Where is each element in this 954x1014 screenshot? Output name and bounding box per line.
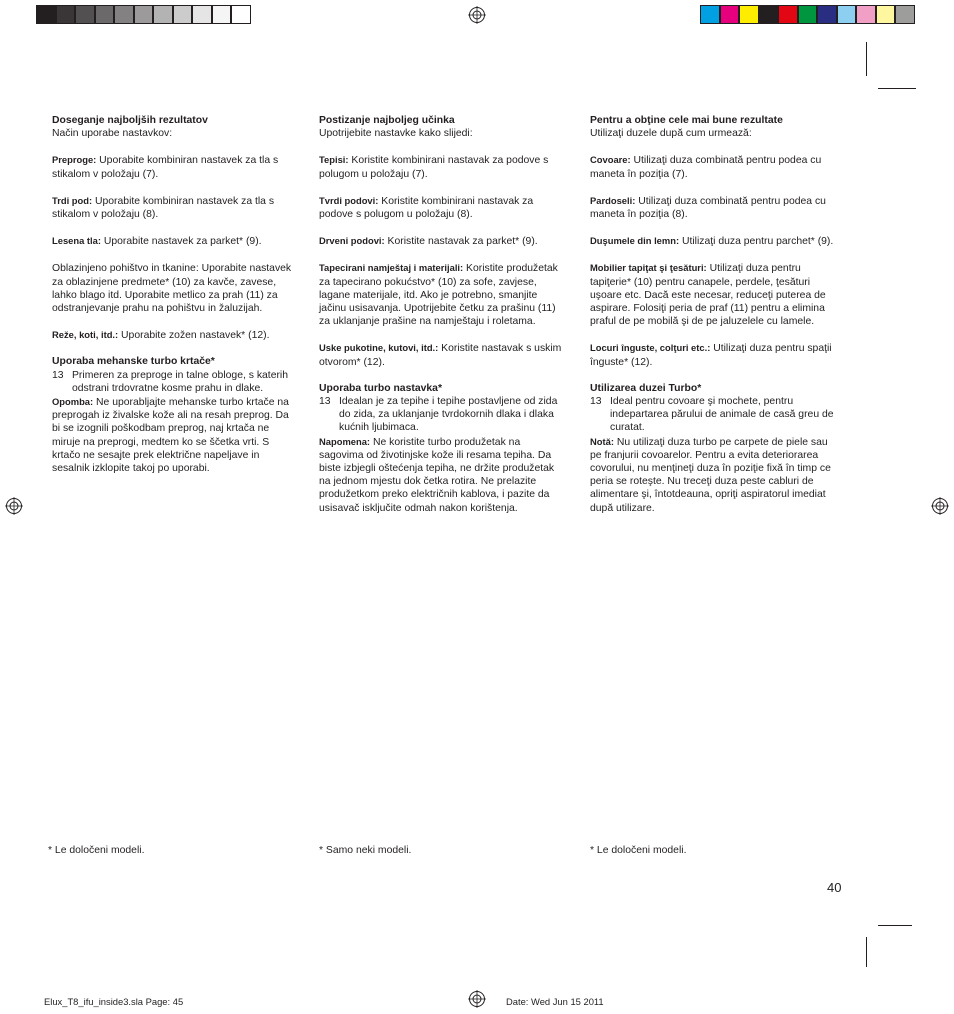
footnote: * Samo neki modeli. [319, 845, 412, 856]
turbo-heading: Utilizarea duzei Turbo* [590, 382, 702, 394]
color-swatch [36, 5, 56, 24]
usage-item: Trdi pod: Uporabite kombiniran nastavek za tla s stikalom v položaju (8). [52, 194, 275, 221]
color-swatch [798, 5, 818, 24]
usage-item: Reže, koti, itd.: Uporabite zožen nastavek* (12). [52, 329, 270, 342]
color-swatch [817, 5, 837, 24]
crop-mark [866, 937, 867, 967]
color-swatch [153, 5, 173, 24]
crop-mark [878, 88, 916, 89]
section-heading: Doseganje najboljših rezultatov [52, 115, 208, 126]
usage-item: Mobilier tapiţat şi ţesături: Utilizaţi duza pentru tapiţerie* (10) pentru canapele, perdele, ţesături uşoare etc. Dacă este necesar, reduceţi puterea de aspirare. Folosiţi peria de praf (11) pentru a elimina praful de pe mobilă şi de pe jaluzelele cu lamele. [590, 262, 826, 328]
section-heading: Postizanje najboljeg učinka [319, 115, 455, 126]
turbo-heading: Uporaba mehanske turbo krtače* [52, 356, 215, 368]
registration-mark-icon [468, 990, 486, 1008]
color-swatch [876, 5, 896, 24]
color-swatch [700, 5, 720, 24]
usage-item: Tvrdi podovi: Koristite kombinirani nastavak za podove s polugom u položaju (8). [319, 194, 534, 221]
usage-item: Covoare: Utilizaţi duza combinată pentru podea cu maneta în poziţia (7). [590, 154, 822, 180]
color-swatch [231, 5, 251, 24]
crop-mark [866, 42, 867, 76]
registration-mark-icon [5, 497, 23, 515]
usage-item: Uske pukotine, kutovi, itd.: Koristite nastavak s uskim otvorom* (12). [319, 342, 562, 368]
color-swatch [114, 5, 134, 24]
grayscale-color-bar [36, 5, 251, 25]
footnote: * Le določeni modeli. [590, 845, 687, 856]
slug-date: Date: Wed Jun 15 2011 [506, 996, 604, 1007]
usage-item: Locuri înguste, colţuri etc.: Utilizaţi duza pentru spaţii înguste* (12). [590, 342, 832, 368]
usage-item: Drveni podovi: Koristite nastavak za parket* (9). [319, 235, 538, 248]
color-swatch [778, 5, 798, 24]
section-intro: Način uporabe nastavkov: [52, 128, 173, 140]
note: Napomena: Ne koristite turbo produžetak na sagovima od životinjske kože ili resama tepiha. Da biste izbjegli oštećenja tepiha, ne držite produžetak na jednom mjestu dok četka rotira. Ne prelazite produžetkom preko električnih kablova, i pazite da usisavač isključite odmah nakon korištenja. [319, 435, 555, 514]
cmyk-color-bar [700, 5, 915, 25]
color-swatch [856, 5, 876, 24]
section-heading: Pentru a obţine cele mai bune rezultate [590, 115, 783, 126]
color-swatch [75, 5, 95, 24]
section-intro: Utilizaţi duzele după cum urmează: [590, 128, 752, 140]
color-swatch [56, 5, 76, 24]
usage-item: Oblazinjeno pohištvo in tkanine: Uporabite nastavek za oblazinjene predmete* (10) za kavče, zavese, lahko blago itd. Uporabite metlico za prah (11) za odstranjevanje prahu na pohištvu in žaluzijah. [52, 263, 292, 315]
registration-mark-icon [468, 6, 486, 24]
column-romanian [590, 114, 835, 515]
turbo-heading: Uporaba turbo nastavka* [319, 382, 442, 394]
page-number: 40 [827, 880, 842, 895]
color-swatch [895, 5, 915, 24]
usage-item: Tepisi: Koristite kombinirani nastavak za podove s polugom u položaju (7). [319, 154, 549, 180]
color-swatch [212, 5, 232, 24]
usage-item: Lesena tla: Uporabite nastavek za parket* (9). [52, 235, 262, 248]
color-swatch [95, 5, 115, 24]
color-swatch [192, 5, 212, 24]
color-swatch [837, 5, 857, 24]
crop-mark [878, 925, 912, 926]
color-swatch [134, 5, 154, 24]
numbered-item: 13 Primeren za preproge in talne obloge, s katerih odstrani trdovratne kosme prahu in dlake. [52, 369, 289, 394]
color-swatch [739, 5, 759, 24]
numbered-item: 13 Idealan je za tepihe i tepihe postavljene od zida do zida, za uklanjanje tvrdokornih dlaka i dlaka kućnih ljubimaca. [319, 396, 558, 434]
usage-item: Tapecirani namještaj i materijali: Koristite produžetak za tapecirano pokućstvo* (10) za sofe, zavjese, lagane materijale, itd. Ako je potrebno, smanjite jačinu usisavanja. Upotrijebite četku za prašinu (11) za uklanjanje prašine na namještaju i roletama. [319, 262, 558, 328]
slug-file-info: Elux_T8_ifu_inside3.sla Page: 45 [44, 996, 184, 1007]
column-slovenian [52, 114, 297, 475]
color-swatch [759, 5, 779, 24]
note: Opomba: Ne uporabljajte mehanske turbo krtače na preprogah iz živalske kože ali na resah preprog. Da bi se izognili poškodbam preprog, naj krtača ne miruje na preprogi, medtem ko se ščetka vrti. S krtačo ne sesajte prek električne napeljave in sesalnik izklopite takoj po uporabi. [52, 396, 289, 475]
column-croatian [319, 114, 564, 515]
section-intro: Upotrijebite nastavke kako slijedi: [319, 128, 473, 140]
color-swatch [720, 5, 740, 24]
usage-item: Preproge: Uporabite kombiniran nastavek za tla s stikalom v položaju (7). [52, 154, 279, 180]
usage-item: Pardoseli: Utilizaţi duza combinată pentru podea cu maneta în poziţia (8). [590, 194, 826, 221]
note: Notă: Nu utilizaţi duza turbo pe carpete de piele sau pe franjurii covoarelor. Pentru a evita deteriorarea covorului, nu menţineţi duza în poziţie fixă în timp ce peria se roteşte. Nu treceţi duza peste cabluri de alimentare şi, întotdeauna, opriţi aspiratorul imediat după utilizare. [590, 435, 831, 514]
color-swatch [173, 5, 193, 24]
footnote: * Le določeni modeli. [48, 845, 145, 856]
numbered-item: 13 Ideal pentru covoare şi mochete, pentru indepartarea părului de animale de casă greu de curatat. [590, 396, 834, 434]
usage-item: Duşumele din lemn: Utilizaţi duza pentru parchet* (9). [590, 235, 834, 248]
registration-mark-icon [931, 497, 949, 515]
